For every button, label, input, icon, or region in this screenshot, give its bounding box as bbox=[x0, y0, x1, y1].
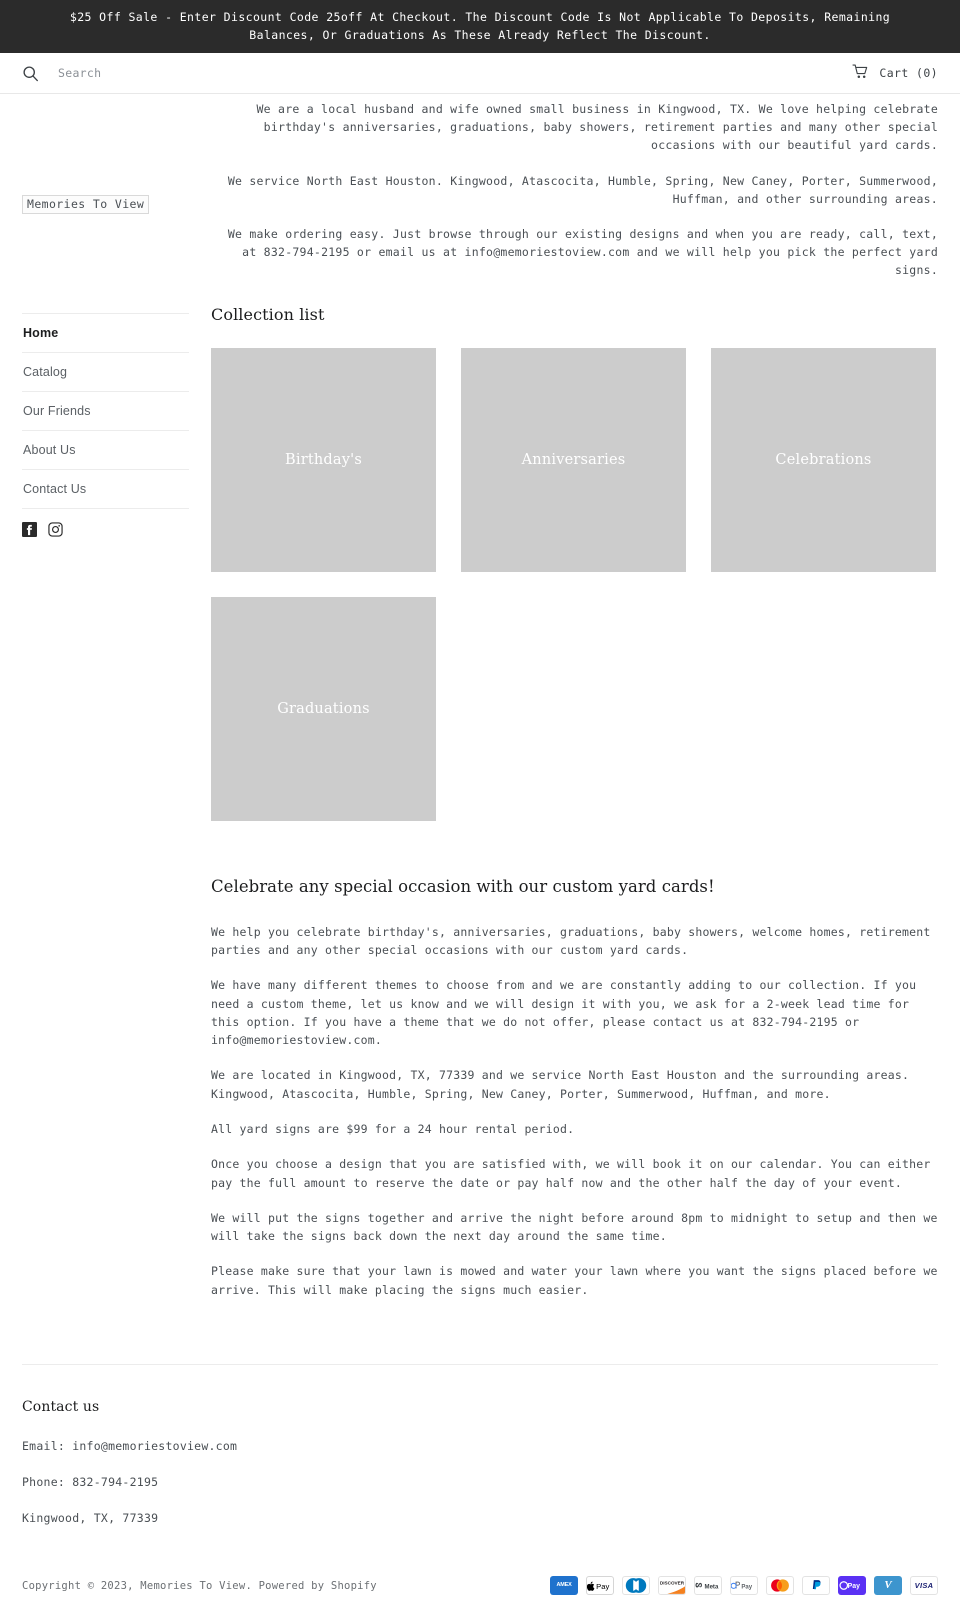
instagram-icon[interactable] bbox=[48, 522, 63, 537]
collection-card-graduations[interactable] bbox=[211, 597, 436, 821]
shop-pay-icon bbox=[838, 1576, 866, 1595]
sidebar-item-contact-us[interactable]: Contact Us bbox=[23, 482, 87, 496]
visa-icon bbox=[910, 1576, 938, 1595]
rich-text-paragraph: All yard signs are $99 for a 24 hour rental period. bbox=[211, 1122, 575, 1136]
collection-list-title: Collection list bbox=[211, 304, 325, 324]
rich-text-paragraph: We are located in Kingwood, TX, 77339 and we service North East Houston and the surrounding areas. Kingwood, Atascocita, Humble, Spring, New Caney, Porter, Summerwood, Huffman, and more. bbox=[211, 1068, 910, 1101]
svg-text:DISCOVER: DISCOVER bbox=[659, 1580, 685, 1586]
rich-text-heading: Celebrate any special occasion with our custom yard cards! bbox=[211, 876, 715, 896]
intro-paragraph: We service North East Houston. Kingwood, Atascocita, Humble, Spring, New Caney, Porter, Summerwood, Huffman, and other surrounding areas. bbox=[227, 173, 938, 206]
amex-label: AMEX bbox=[556, 1581, 572, 1588]
google-pay-icon bbox=[730, 1576, 758, 1595]
venmo-icon: V bbox=[874, 1576, 902, 1595]
announcement-bar bbox=[0, 0, 960, 53]
rich-text-paragraph: Please make sure that your lawn is mowed and water your lawn where you want the signs placed before we arrive. This will make placing the signs much easier. bbox=[211, 1264, 938, 1297]
intro-paragraph: We are a local husband and wife owned small business in Kingwood, TX. We love helping celebrate birthday's anniversaries, graduations, baby showers, retirement parties and many other special occasions with our beautiful yard cards. bbox=[256, 102, 938, 153]
apple-pay-icon bbox=[586, 1576, 614, 1595]
collection-list-section bbox=[211, 280, 938, 821]
nav-item bbox=[22, 353, 189, 392]
footer-phone: Phone: 832-794-2195 bbox=[22, 1475, 159, 1490]
site-logo-link[interactable] bbox=[22, 193, 149, 214]
collection-grid bbox=[211, 348, 938, 821]
nav-item bbox=[22, 314, 189, 353]
rich-text-paragraph: We will put the signs together and arrive the night before around 8pm to midnight to setup and then we will take the signs back down the next day around the same time. bbox=[211, 1210, 938, 1244]
cart-link[interactable] bbox=[852, 64, 938, 82]
rich-text-paragraph: We have many different themes to choose from and we are constantly adding to our collection. If you need a custom theme, let us know and we will design it with you, we ask for a 2-week lead time for this option. If you have a theme that we do not offer, please contact us at 832-794-2195 or info@memoriestoview.com. bbox=[211, 978, 917, 1048]
paypal-icon bbox=[802, 1576, 830, 1595]
footer-heading: Contact us bbox=[22, 1399, 100, 1416]
collection-card-celebrations[interactable] bbox=[711, 348, 936, 572]
logo-block bbox=[22, 94, 189, 313]
search-input[interactable] bbox=[58, 66, 378, 80]
shop-name-link[interactable]: Memories To View. bbox=[140, 1579, 253, 1592]
utility-bar bbox=[0, 53, 960, 94]
search-icon[interactable] bbox=[22, 65, 39, 82]
footer bbox=[0, 1365, 960, 1527]
intro-text-block bbox=[211, 94, 938, 280]
collection-card-birthdays[interactable] bbox=[211, 348, 436, 572]
sidebar-item-home[interactable]: Home bbox=[23, 326, 59, 340]
collection-card-label: Anniversaries bbox=[521, 451, 626, 468]
svg-text:Pay: Pay bbox=[741, 1584, 753, 1591]
nav-item bbox=[22, 431, 189, 470]
facebook-icon[interactable] bbox=[22, 522, 37, 537]
page-layout bbox=[0, 94, 960, 1316]
discover-icon bbox=[658, 1576, 686, 1595]
cart-icon bbox=[852, 64, 869, 82]
intro-paragraph: We make ordering easy. Just browse through our existing designs and when you are ready, call, text, at 832-794-2195 or email us at info@memoriestoview.com and we will help you pick the perfect yard signs. bbox=[227, 227, 938, 278]
svg-text:Pay: Pay bbox=[596, 1581, 610, 1591]
payment-methods bbox=[550, 1576, 938, 1595]
collection-card-label: Celebrations bbox=[775, 451, 872, 468]
sidebar bbox=[0, 94, 211, 537]
search-form[interactable] bbox=[22, 65, 378, 82]
footer-address: Kingwood, TX, 77339 bbox=[22, 1511, 159, 1526]
social-links bbox=[22, 509, 189, 537]
footer-bottom bbox=[0, 1546, 960, 1619]
collection-card-anniversaries[interactable] bbox=[461, 348, 686, 572]
amex-icon bbox=[550, 1576, 578, 1595]
rich-text-paragraph: Once you choose a design that you are satisfied with, we will book it on our calendar. You can either pay the full amount to reserve the date or pay half now and the other half the day of your event. bbox=[211, 1157, 931, 1190]
visa-label: VISA bbox=[914, 1580, 934, 1590]
announcement-text: $25 Off Sale - Enter Discount Code 25off At Checkout. The Discount Code Is Not Applicable To Deposits, Remaining Balances, Or Graduations As These Already Reflect The Discount. bbox=[69, 10, 891, 42]
rich-text-section bbox=[211, 821, 938, 1299]
sidebar-item-catalog[interactable]: Catalog bbox=[23, 365, 68, 379]
mastercard-icon bbox=[766, 1576, 794, 1595]
diners-club-icon bbox=[622, 1576, 650, 1595]
cart-label: Cart (0) bbox=[879, 66, 938, 80]
nav-item bbox=[22, 392, 189, 431]
main-content bbox=[211, 94, 960, 1316]
svg-text:Pay: Pay bbox=[847, 1583, 860, 1591]
sidebar-item-about-us[interactable]: About Us bbox=[23, 443, 76, 457]
collection-card-label: Birthday's bbox=[285, 451, 362, 468]
sidebar-item-our-friends[interactable]: Our Friends bbox=[23, 404, 91, 418]
main-navigation bbox=[22, 313, 189, 509]
copyright bbox=[22, 1580, 377, 1592]
collection-card-label: Graduations bbox=[277, 700, 370, 717]
rich-text-paragraph: We help you celebrate birthday's, anniversaries, graduations, baby showers, welcome homes, retirement parties and any other special occasions with our custom yard cards. bbox=[211, 924, 931, 957]
svg-text:Meta: Meta bbox=[704, 1583, 719, 1590]
powered-by-shopify-link[interactable]: Powered by Shopify bbox=[258, 1579, 377, 1592]
footer-email: Email: info@memoriestoview.com bbox=[22, 1439, 238, 1454]
site-logo-alt-text: Memories To View bbox=[22, 195, 149, 214]
copyright-year: Copyright © 2023, bbox=[22, 1579, 134, 1592]
meta-pay-icon bbox=[694, 1576, 722, 1595]
nav-item bbox=[22, 470, 189, 509]
